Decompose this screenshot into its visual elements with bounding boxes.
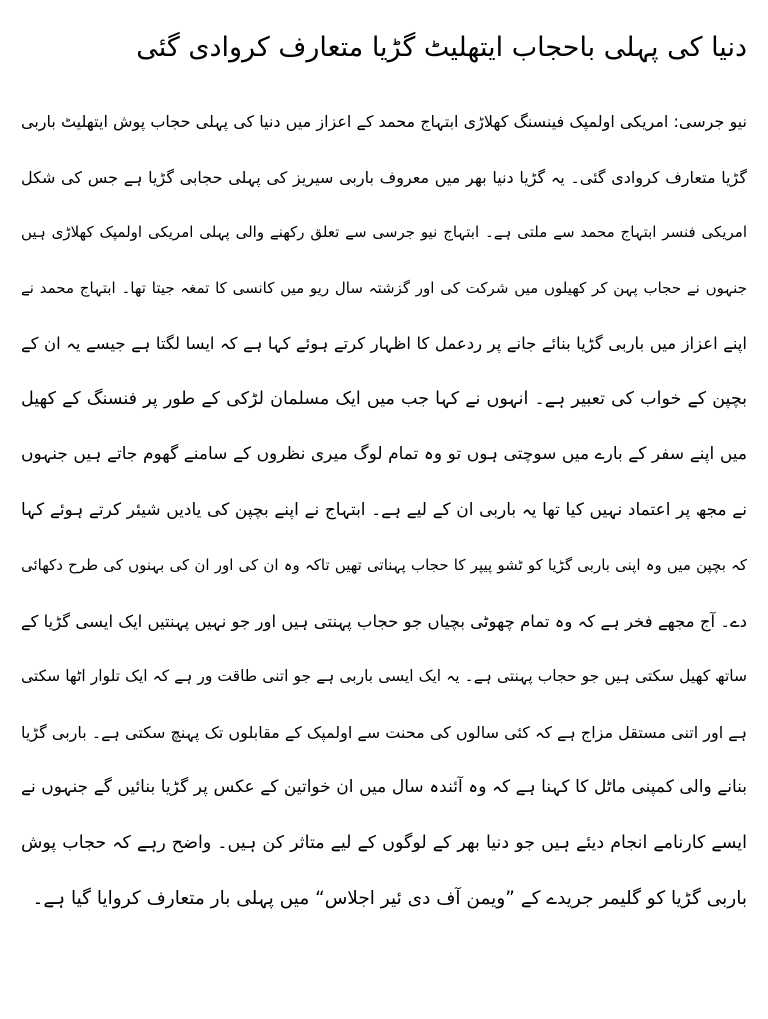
body-line: نیو جرسی: امریکی اولمپک فینسنگ کھلاڑی ابتہاج محمد کے اعزاز میں دنیا کی پہلی حجاب پوش ایتھلیٹ باربی: [21, 112, 747, 131]
body-line: دے۔ آج مجھے فخر ہے کہ وہ تمام چھوٹی بچیاں جو حجاب پہنتی ہیں اور جو نہیں پہنتیں ایک ایسی گڑیا کے: [21, 611, 747, 631]
body-line: میں اپنے سفر کے بارے میں سوچتی ہوں تو وہ تمام لوگ میری نظروں کے سامنے گھوم جاتے ہیں جنہوں: [21, 444, 747, 464]
body-line: ہے اور اتنی مستقل مزاج ہے کہ کئی سالوں کی محنت سے اولمپک کے مقابلوں تک پہنچ سکتی ہے۔ باربی گڑیا: [21, 722, 747, 742]
body-line: ساتھ کھیل سکتی ہیں جو حجاب پہنتی ہے۔ یہ ایک ایسی باربی ہے جو اتنی طاقت ور ہے کہ ایک تلوار اٹھا سکتی: [21, 667, 747, 685]
body-line: جنہوں نے حجاب پہن کر کھیلوں میں شرکت کی اور گزشتہ سال ریو میں کانسی کا تمغہ جیتا تھا۔ ابتہاج محمد نے: [21, 278, 747, 297]
body-line: اپنے اعزاز میں باربی گڑیا بنائے جانے پر ردعمل کا اظہار کرتے ہوئے کہا ہے کہ ایسا لگتا ہے جیسے یہ ان کے: [21, 334, 747, 353]
body-line: ایسے کارنامے انجام دیئے ہیں جو دنیا بھر کے لوگوں کے لیے متاثر کن ہیں۔ واضح رہے کہ حجاب پوش: [21, 832, 747, 853]
body-line: امریکی فنسر ابتہاج محمد سے ملتی ہے۔ ابتہاج نیو جرسی سے تعلق رکھنے والی پہلی امریکی اولمپک کھلاڑی ہیں: [21, 223, 747, 241]
body-line: کہ بچپن میں وہ اپنی باربی گڑیا کو ٹشو پیپر کا حجاب پہناتی تھیں تاکہ وہ ان کی اور ان کی بہنوں کی طرح دکھائی: [21, 556, 747, 574]
body-line: گڑیا متعارف کروادی گئی۔ یہ گڑیا دنیا بھر میں معروف باربی سیریز کی پہلی حجابی گڑیا ہے جس کی شکل: [21, 167, 747, 187]
article-headline: دنیا کی پہلی باحجاب ایتھلیٹ گڑیا متعارف کروادی گئی: [136, 32, 747, 63]
body-line: باربی گڑیا کو گلیمر جریدے کے ”ویمن آف دی ئیر اجلاس“ میں پہلی بار متعارف کروایا گیا ہے۔: [32, 888, 747, 909]
body-line: بچپن کے خواب کی تعبیر ہے۔ انہوں نے کہا جب میں ایک مسلمان لڑکی کے طور پر فنسنگ کے کھیل: [21, 388, 747, 409]
article-body: [21, 94, 747, 927]
body-line: نے مجھ پر اعتماد نہیں کیا تھا یہ باربی ان کے لیے ہے۔ ابتہاج نے اپنے بچپن کی یادیں شیئر کرتے ہوئے کہا: [21, 499, 747, 520]
body-line: بنانے والی کمپنی ماٹل کا کہنا ہے کہ وہ آئندہ سال میں ان خواتین کے عکس پر گڑیا بنائیں گے جنہوں نے: [21, 777, 747, 797]
